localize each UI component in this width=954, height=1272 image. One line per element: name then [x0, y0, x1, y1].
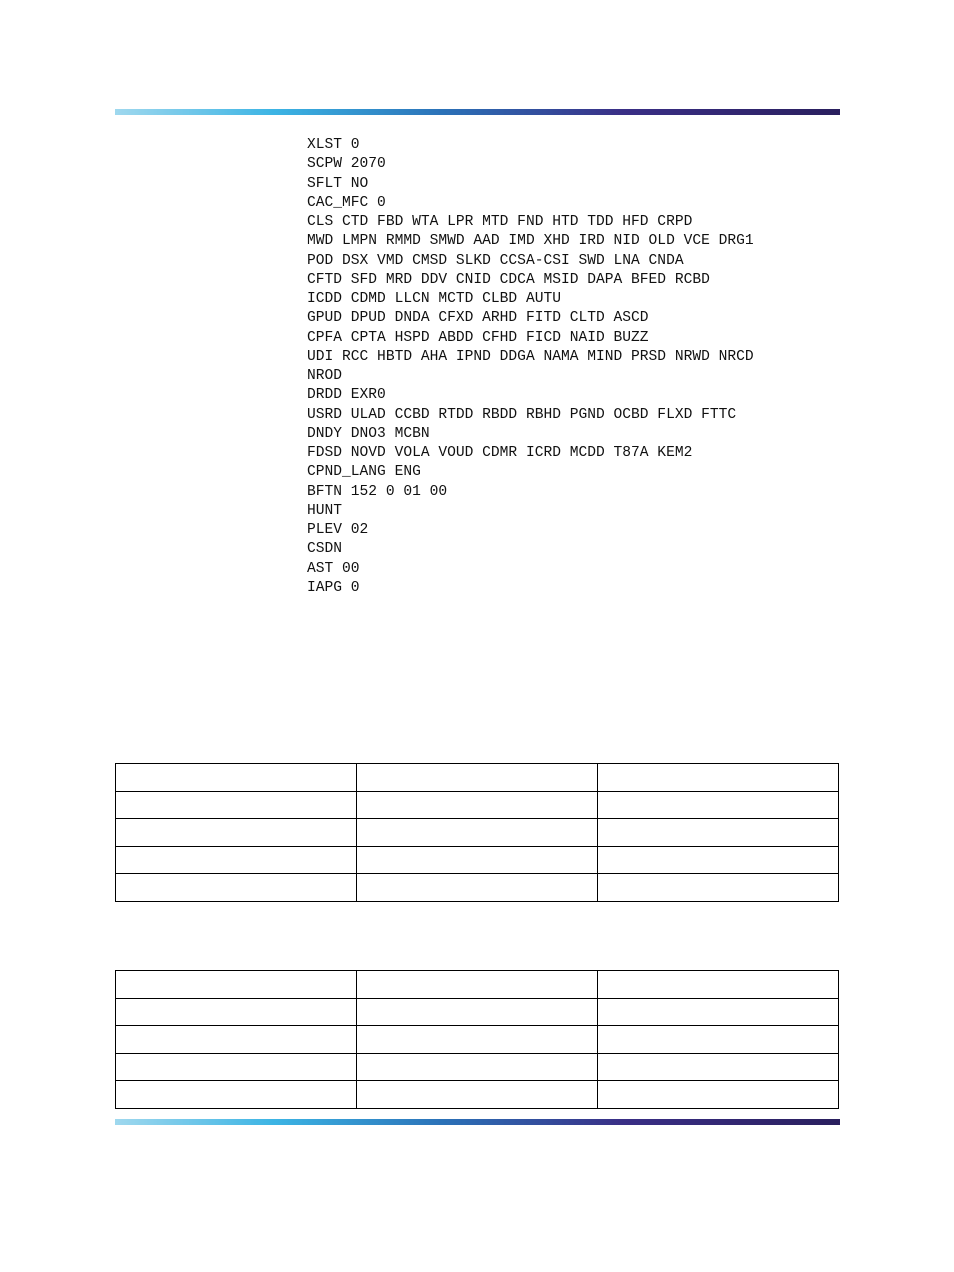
code-line: UDI RCC HBTD AHA IPND DDGA NAMA MIND PRSD NRWD NRCD [307, 348, 754, 365]
table-row [116, 998, 839, 1026]
table-cell [357, 791, 598, 819]
table-row [116, 1081, 839, 1109]
table-cell [116, 874, 357, 902]
code-line: FDSD NOVD VOLA VOUD CDMR ICRD MCDD T87A KEM2 [307, 445, 693, 461]
table-cell [116, 846, 357, 874]
empty-table-1 [115, 763, 839, 902]
table-cell [116, 998, 357, 1026]
table-cell [598, 764, 839, 792]
table-cell [116, 764, 357, 792]
header-rule [115, 109, 840, 115]
code-line: BFTN 152 0 01 00 [307, 483, 448, 500]
code-line: CLS CTD FBD WTA LPR MTD FND HTD TDD HFD CRPD [307, 214, 693, 230]
table-row [116, 1053, 839, 1081]
code-line: ICDD CDMD LLCN MCTD CLBD AUTU [307, 291, 561, 307]
empty-table-2 [115, 970, 839, 1109]
table-cell [598, 1081, 839, 1109]
table-cell [357, 846, 598, 874]
table-cell [357, 971, 598, 999]
code-line: HUNT [307, 502, 343, 519]
table-row [116, 1026, 839, 1054]
table-row [116, 819, 839, 847]
table-row [116, 764, 839, 792]
table-cell [598, 998, 839, 1026]
code-line: POD DSX VMD CMSD SLKD CCSA-CSI SWD LNA CNDA [307, 252, 684, 269]
table-cell [357, 1053, 598, 1081]
code-line: CPFA CPTA HSPD ABDD CFHD FICD NAID BUZZ [307, 329, 649, 346]
table-cell [598, 819, 839, 847]
code-line: DRDD EXR0 [307, 387, 386, 404]
code-line: CFTD SFD MRD DDV CNID CDCA MSID DAPA BFED RCBD [307, 271, 710, 288]
code-line: CPND_LANG ENG [307, 464, 421, 481]
table-cell [357, 764, 598, 792]
footer-rule [115, 1119, 840, 1125]
table-cell [598, 971, 839, 999]
code-line: PLEV 02 [307, 522, 369, 538]
table-cell [357, 1026, 598, 1054]
code-line: USRD ULAD CCBD RTDD RBDD RBHD PGND OCBD FLXD FTTC [307, 406, 737, 423]
table-row [116, 971, 839, 999]
table-row [116, 791, 839, 819]
table-row [116, 874, 839, 902]
table-cell [598, 1053, 839, 1081]
table-cell [116, 1053, 357, 1081]
table-cell [598, 874, 839, 902]
table-cell [116, 1026, 357, 1054]
table-cell [116, 971, 357, 999]
table-cell [116, 1081, 357, 1109]
code-line: DNDY DNO3 MCBN [307, 425, 430, 442]
table-cell [116, 819, 357, 847]
table-cell [357, 819, 598, 847]
code-listing [307, 136, 754, 598]
code-line: SFLT NO [307, 175, 369, 192]
code-line: NROD [307, 368, 343, 384]
table-cell [598, 846, 839, 874]
code-line: MWD LMPN RMMD SMWD AAD IMD XHD IRD NID OLD VCE DRG1 [307, 233, 754, 250]
table-cell [116, 791, 357, 819]
table-cell [357, 1081, 598, 1109]
code-line: CAC_MFC 0 [307, 194, 386, 211]
table-row [116, 846, 839, 874]
table-cell [598, 791, 839, 819]
code-line: GPUD DPUD DNDA CFXD ARHD FITD CLTD ASCD [307, 310, 649, 327]
code-line: XLST 0 [307, 137, 360, 153]
table-cell [598, 1026, 839, 1054]
table-cell [357, 874, 598, 902]
code-line: AST 00 [307, 560, 360, 577]
table-cell [357, 998, 598, 1026]
code-line: SCPW 2070 [307, 156, 386, 173]
code-line: CSDN [307, 541, 343, 558]
code-line: IAPG 0 [307, 579, 360, 596]
